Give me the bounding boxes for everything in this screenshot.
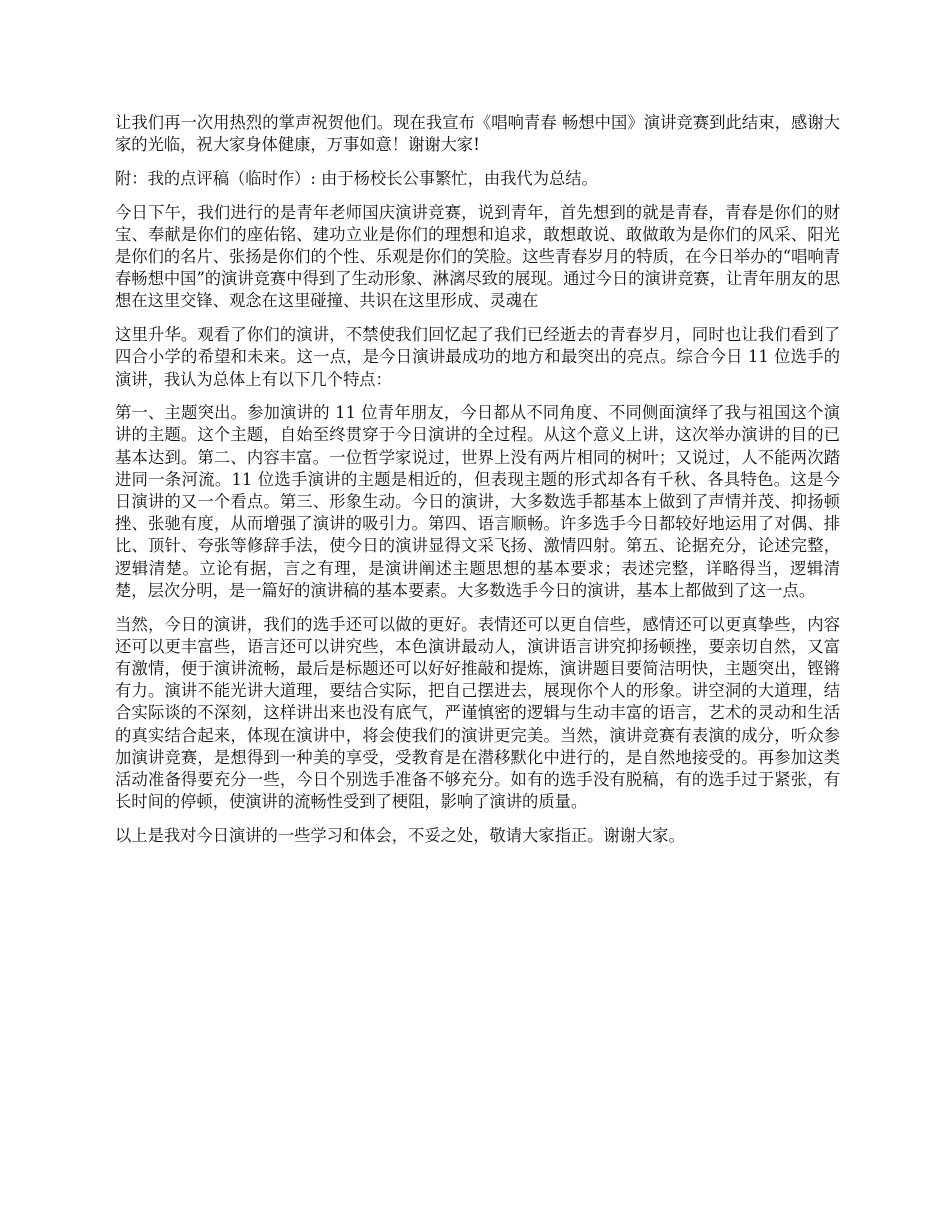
paragraph-appendix-heading: 附：我的点评稿（临时作）: 由于杨校长公事繁忙，由我代为总结。 (115, 168, 598, 188)
paragraph-youth-intro: 今日下午，我们进行的是青年老师国庆演讲竞赛，说到青年，首先想到的就是青春，青春是你们的财宝、奉献是你们的座佑铭、建功立业是你们的理想和追求，敢想敢说、敢做敢为是你们的风采、阳光是你们的名片、张扬是你们的个性、乐观是你们的笑脸。这些青春岁月的特质，在今日举办的“唱响青春畅想中国”的演讲竞赛中得到了生动形象、淋漓尽致的展现。通过今日的演讲竞赛，让青年朋友的思想在这里交锋、观念在这里碰撞、共识在这里形成、灵魂在 (115, 202, 840, 311)
paragraph-conclusion: 以上是我对今日演讲的一些学习和体会，不妥之处，敬请大家指正。谢谢大家。 (115, 825, 685, 845)
paragraph-improvements: 当然，今日的演讲，我们的选手还可以做的更好。表情还可以更自信些，感情还可以更真挚些，内容还可以更丰富些，语言还可以讲究些，本色演讲最动人，演讲语言讲究抑扬顿挫，要亲切自然，又富有激情，便于演讲流畅，最后是标题还可以好好推敲和提炼，演讲题目要简洁明快，主题突出，铿锵有力。演讲不能光讲大道理，要结合实际，把自己摆进去，展现你个人的形象。讲空洞的大道理，结合实际谈的不深刻，这样讲出来也没有底气，严谨慎密的逻辑与生动丰富的语言，艺术的灵动和生活的真实结合起来，体现在演讲中，将会使我们的演讲更完美。当然，演讲竞赛有表演的成分，听众参加演讲竞赛，是想得到一种美的享受，受教育是在潜移默化中进行的，是自然地接受的。再参加这类活动准备得要充分一些，今日个别选手准备不够充分。如有的选手没有脱稿，有的选手过于紧张，有长时间的停顿，使演讲的流畅性受到了梗阻，影响了演讲的质量。 (115, 614, 840, 812)
paragraph-closing-remarks: 让我们再一次用热烈的掌声祝贺他们。现在我宣布《唱响青春 畅想中国》演讲竞赛到此结束，感谢大家的光临，祝大家身体健康，万事如意！谢谢大家! (115, 113, 840, 155)
paragraph-sublimation: 这里升华。观看了你们的演讲，不禁使我们回忆起了我们已经逝去的青春岁月，同时也让我们看到了四合小学的希望和未来。这一点，是今日演讲最成功的地方和最突出的亮点。综合今日 11 位选手的演讲，我认为总体上有以下几个特点： (115, 325, 840, 389)
paragraph-features: 第一、主题突出。参加演讲的 11 位青年朋友，今日都从不同角度、不同侧面演绎了我与祖国这个演讲的主题。这个主题，自始至终贯穿于今日演讲的全过程。从这个意义上讲，这次举办演讲的目的已基本达到。第二、内容丰富。一位哲学家说过，世界上没有两片相同的树叶；又说过，人不能两次踏进同一条河流。11 位选手演讲的主题是相近的，但表现主题的形式却各有千秋、各具特色。这是今日演讲的又一个看点。第三、形象生动。今日的演讲，大多数选手都基本上做到了声情并茂、抑扬顿挫、张驰有度，从而增强了演讲的吸引力。第四、语言顺畅。许多选手今日都较好地运用了对偶、排比、顶针、夸张等修辞手法，使今日的演讲显得文采飞扬、激情四射。第五、论据充分，论述完整，逻辑清楚。立论有据，言之有理，是演讲阐述主题思想的基本要求；表述完整，详略得当，逻辑清楚，层次分明，是一篇好的演讲稿的基本要素。大多数选手今日的演讲，基本上都做到了这一点。 (115, 403, 840, 600)
document-page (115, 112, 840, 859)
